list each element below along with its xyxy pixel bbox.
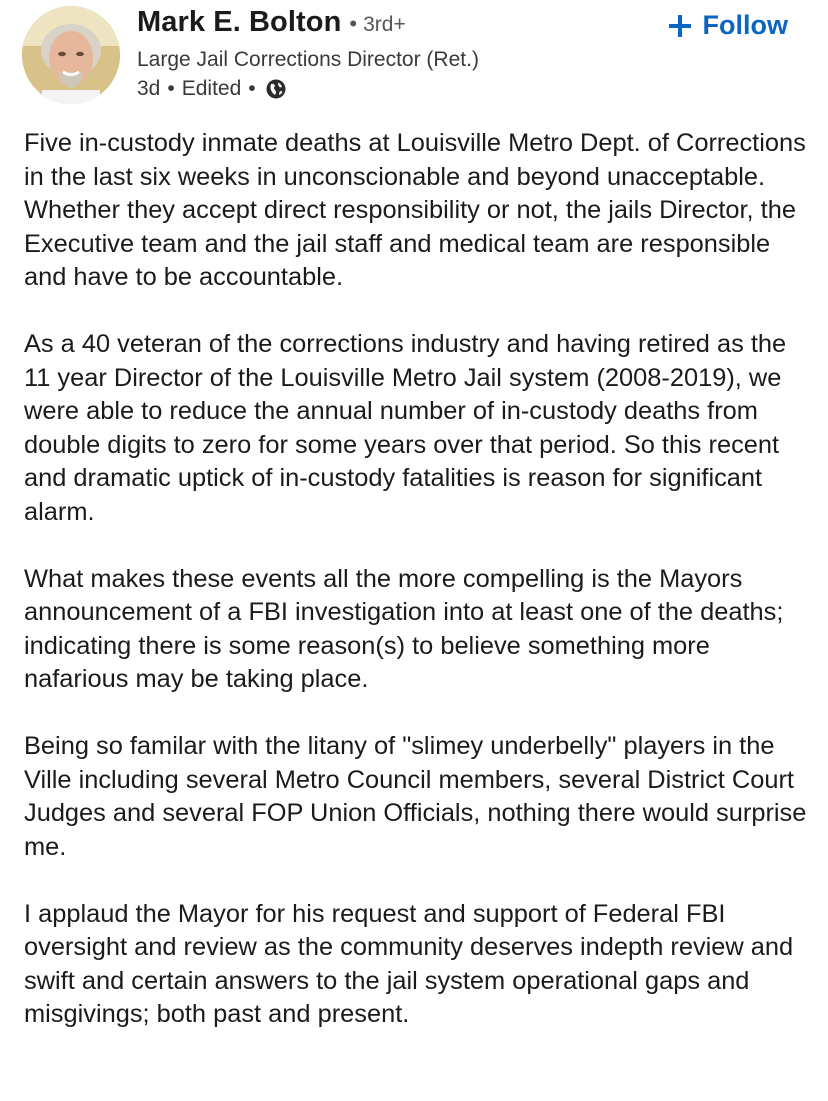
post-paragraph: As a 40 veteran of the corrections industry and having retired as the 11 year Director of the Louisville Metro Jail system (2008-2019), we were able to reduce the annual number of in-custody deaths from double digits to zero for some years over that period. So this recent and dramatic uptick of in-custody fatalities is reason for significant alarm.: [24, 330, 787, 526]
author-name-row: [137, 6, 479, 44]
follow-button[interactable]: [667, 10, 788, 41]
post-body: [24, 127, 814, 1065]
post-header: [0, 0, 828, 112]
author-headline: Large Jail Corrections Director (Ret.): [137, 48, 479, 71]
author-meta: [137, 6, 479, 104]
post-paragraph: Being so familar with the litany of "slimey underbelly" players in the Ville including several Metro Council members, several District Court Judges and several FOP Union Officials, nothing there would surprise me.: [24, 732, 807, 861]
avatar-photo: [22, 6, 120, 104]
avatar[interactable]: [22, 6, 120, 104]
globe-icon: [265, 78, 287, 100]
edited-label: Edited: [181, 77, 242, 100]
separator-dot: •: [167, 77, 175, 100]
post-paragraph: Five in-custody inmate deaths at Louisville Metro Dept. of Corrections in the last six weeks in unconscionable and beyond unacceptable. Whether they accept direct responsibility or not, the jails Director, the Executive team and the jail staff and medical team are responsible and have to be accountable.: [24, 129, 806, 291]
connection-degree: 3rd+: [363, 13, 406, 36]
separator-dot: •: [349, 11, 358, 36]
follow-label: Follow: [702, 10, 788, 40]
post-paragraph: What makes these events all the more compelling is the Mayors announcement of a FBI investigation into at least one of the deaths; indicating there is some reason(s) to believe something more nafarious may be taking place.: [24, 564, 784, 693]
post-paragraph: I applaud the Mayor for his request and support of Federal FBI oversight and review as the community deserves indepth review and swift and certain answers to the jail system operational gaps and misgivings; both past and present.: [24, 899, 794, 1028]
post-timestamp-row: [137, 74, 479, 104]
post-time: 3d: [137, 77, 161, 100]
plus-icon: [667, 13, 693, 39]
author-name[interactable]: Mark E. Bolton: [137, 6, 342, 38]
separator-dot: •: [248, 77, 256, 100]
